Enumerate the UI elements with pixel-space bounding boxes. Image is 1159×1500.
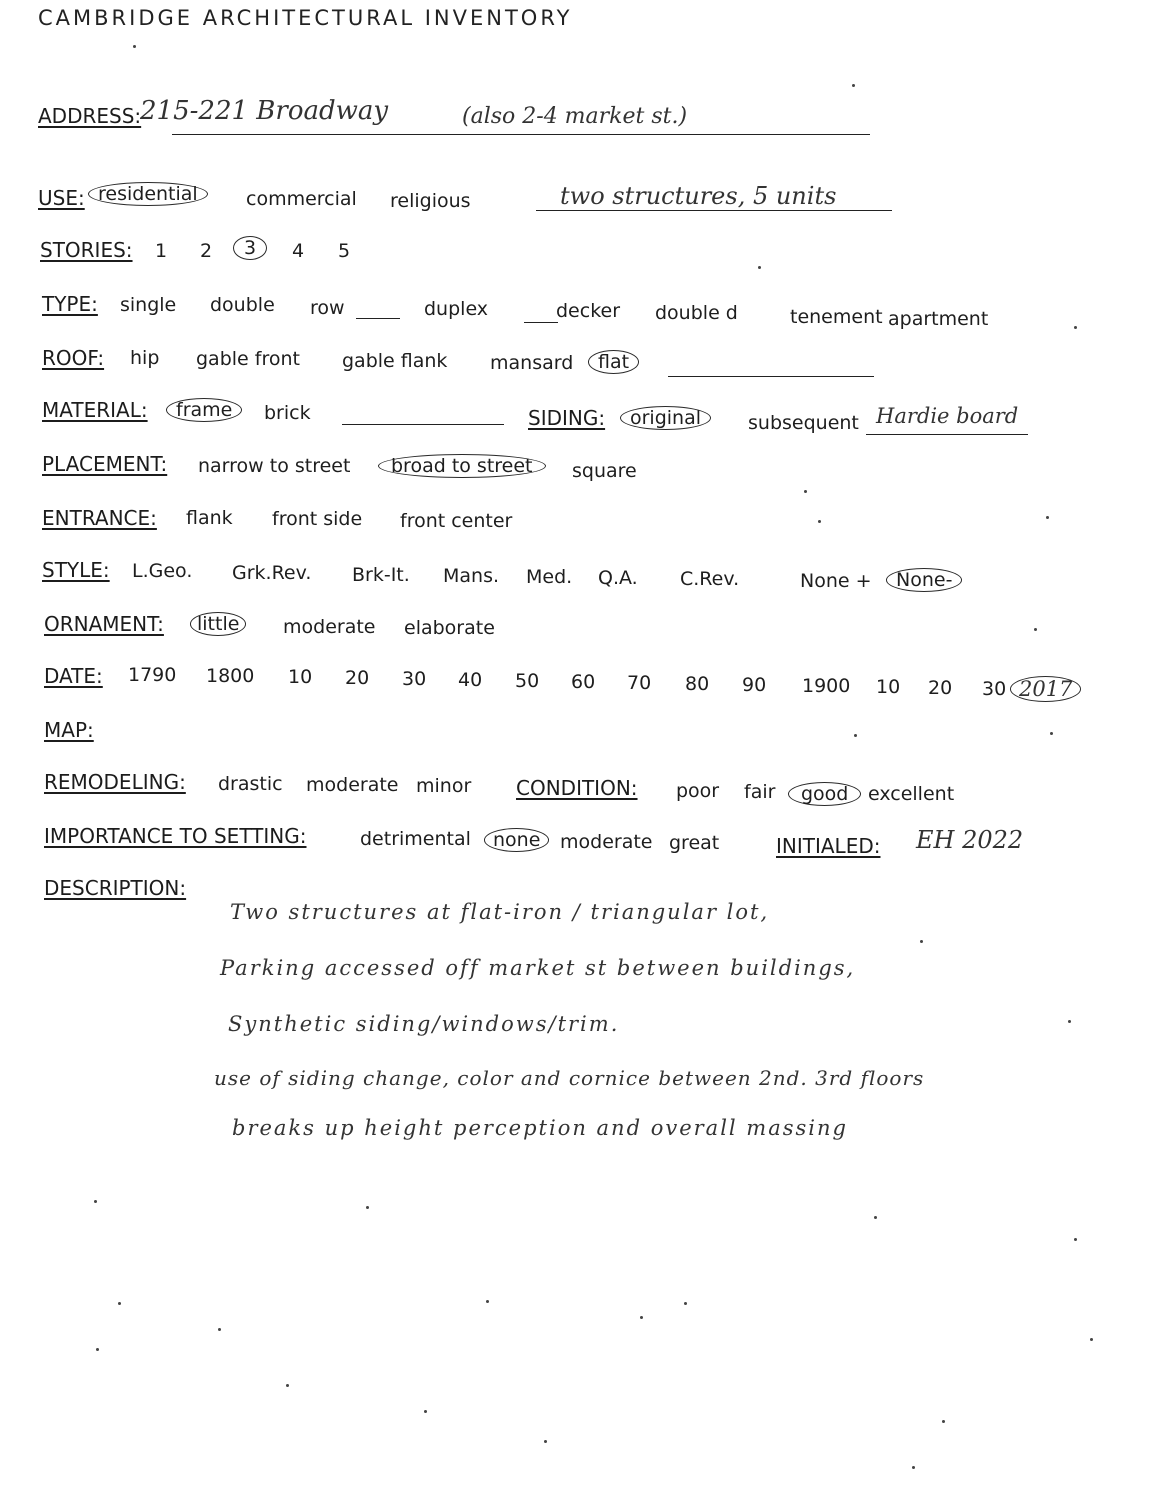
importance-option-great: great: [669, 832, 720, 854]
roof-option-flat: flat: [588, 350, 639, 374]
siding-underline: [866, 434, 1028, 435]
scan-speck: [544, 1440, 547, 1443]
scan-speck: [1068, 1020, 1071, 1023]
date-option-1900: 1900: [802, 675, 851, 697]
scan-speck: [874, 1216, 877, 1219]
style-option-brkit: Brk-It.: [352, 564, 410, 586]
placement-label: PLACEMENT:: [42, 452, 168, 476]
placement-option-narrow: narrow to street: [198, 455, 351, 477]
scan-speck: [912, 1466, 915, 1469]
type-option-duplex: duplex: [424, 298, 489, 320]
date-option-10: 10: [288, 666, 313, 688]
style-option-qa: Q.A.: [598, 567, 638, 589]
description-label: DESCRIPTION:: [44, 876, 187, 900]
date-label: DATE:: [44, 664, 103, 688]
date-option-1910: 10: [876, 676, 901, 698]
scan-speck: [1050, 732, 1053, 735]
entrance-option-flank: flank: [186, 507, 233, 529]
style-option-none-minus: None-: [886, 568, 962, 592]
importance-option-none: none: [484, 828, 549, 852]
type-label: TYPE:: [42, 292, 98, 316]
initialed-value: EH 2022: [916, 826, 1024, 854]
type-row-blank: [356, 318, 400, 319]
scan-speck: [1074, 326, 1077, 329]
ornament-option-little: little: [190, 612, 246, 636]
roof-option-gable-flank: gable flank: [342, 350, 448, 372]
stories-label: STORIES:: [40, 238, 133, 262]
remodeling-label: REMODELING:: [44, 770, 186, 794]
date-written: 2017: [1010, 676, 1081, 702]
use-underline: [536, 210, 892, 211]
ornament-option-moderate: moderate: [283, 616, 376, 638]
placement-option-square: square: [572, 460, 637, 482]
description-line-5: breaks up height perception and overall massing: [232, 1116, 848, 1140]
scan-speck: [118, 1302, 121, 1305]
type-option-apartment: apartment: [888, 308, 989, 330]
importance-label: IMPORTANCE TO SETTING:: [44, 824, 307, 848]
roof-option-mansard: mansard: [490, 352, 574, 374]
date-option-50: 50: [515, 670, 540, 692]
scan-speck: [94, 1200, 97, 1203]
scan-speck: [486, 1300, 489, 1303]
material-label: MATERIAL:: [42, 398, 148, 422]
entrance-option-front-side: front side: [272, 508, 363, 530]
use-option-religious: religious: [390, 190, 471, 212]
type-decker-blank: [524, 322, 558, 323]
style-option-crev: C.Rev.: [680, 568, 740, 590]
material-option-brick: brick: [264, 402, 311, 424]
type-option-double: double: [210, 294, 275, 316]
stories-option-4: 4: [292, 240, 305, 262]
scan-speck: [854, 734, 857, 737]
scan-speck: [920, 940, 923, 943]
address-label: ADDRESS:: [38, 104, 142, 128]
type-option-tenement: tenement: [790, 306, 883, 328]
use-note: two structures, 5 units: [560, 182, 837, 210]
roof-option-hip: hip: [130, 347, 160, 369]
siding-option-subsequent: subsequent: [748, 412, 859, 434]
date-option-40: 40: [458, 669, 483, 691]
scan-speck: [96, 1348, 99, 1351]
scan-speck: [942, 1420, 945, 1423]
placement-option-broad: broad to street: [378, 454, 546, 478]
type-option-double-d: double d: [655, 302, 738, 324]
stories-option-2: 2: [200, 240, 213, 262]
siding-label: SIDING:: [528, 406, 606, 430]
importance-option-detrimental: detrimental: [360, 828, 471, 850]
type-option-row: row: [310, 297, 345, 319]
style-label: STYLE:: [42, 558, 110, 582]
type-option-decker: decker: [556, 300, 621, 322]
roof-option-gable-front: gable front: [196, 348, 300, 370]
date-option-30: 30: [402, 668, 427, 690]
remodeling-option-minor: minor: [416, 775, 472, 797]
scan-speck: [1034, 628, 1037, 631]
scan-speck: [852, 84, 855, 87]
condition-option-fair: fair: [744, 781, 776, 803]
use-option-residential: residential: [88, 182, 208, 206]
description-line-4: use of siding change, color and cornice between 2nd. 3rd floors: [214, 1066, 925, 1090]
style-option-grkrev: Grk.Rev.: [232, 562, 312, 584]
material-option-frame: frame: [166, 398, 242, 422]
date-option-90: 90: [742, 674, 767, 696]
use-label: USE:: [38, 186, 85, 210]
style-option-none-plus: None +: [800, 570, 872, 592]
stories-option-1: 1: [155, 240, 168, 262]
siding-note: Hardie board: [876, 404, 1019, 428]
date-option-60: 60: [571, 671, 596, 693]
entrance-label: ENTRANCE:: [42, 506, 157, 530]
description-line-2: Parking accessed off market st between buildings,: [220, 956, 856, 980]
stories-option-3: 3: [233, 236, 267, 260]
scan-speck: [804, 490, 807, 493]
remodeling-option-moderate: moderate: [306, 774, 399, 796]
style-option-mans: Mans.: [443, 565, 500, 587]
date-option-80: 80: [685, 673, 710, 695]
condition-option-good: good: [788, 782, 861, 806]
map-label: MAP:: [44, 718, 94, 742]
scan-speck: [1046, 516, 1049, 519]
date-option-1800: 1800: [206, 665, 255, 687]
scan-speck: [640, 1316, 643, 1319]
date-option-70: 70: [627, 672, 652, 694]
roof-blank: [668, 376, 874, 377]
scan-speck: [758, 266, 761, 269]
scan-speck: [286, 1384, 289, 1387]
material-blank: [342, 424, 504, 425]
condition-option-excellent: excellent: [868, 783, 955, 805]
condition-option-poor: poor: [676, 780, 720, 802]
style-option-med: Med.: [526, 566, 573, 588]
style-option-lgeo: L.Geo.: [132, 560, 193, 582]
description-line-3: Synthetic siding/windows/trim.: [228, 1012, 620, 1036]
ornament-label: ORNAMENT:: [44, 612, 164, 636]
initialed-label: INITIALED:: [776, 834, 881, 858]
use-option-commercial: commercial: [246, 188, 357, 210]
scan-speck: [366, 1206, 369, 1209]
scan-speck: [133, 45, 136, 48]
date-option-1920: 20: [928, 677, 953, 699]
entrance-option-front-center: front center: [400, 510, 513, 532]
stories-option-5: 5: [338, 240, 351, 262]
importance-option-moderate: moderate: [560, 831, 653, 853]
address-value: 215-221 Broadway: [140, 96, 389, 126]
roof-label: ROOF:: [42, 346, 105, 370]
address-note: (also 2-4 market st.): [462, 104, 688, 129]
siding-option-original: original: [620, 406, 711, 430]
scan-speck: [684, 1302, 687, 1305]
form-title: CAMBRIDGE ARCHITECTURAL INVENTORY: [38, 6, 573, 30]
type-option-single: single: [120, 294, 177, 316]
scan-speck: [218, 1328, 221, 1331]
ornament-option-elaborate: elaborate: [404, 617, 495, 639]
date-option-1930: 30: [982, 678, 1007, 700]
address-underline: [172, 134, 870, 135]
scan-speck: [818, 520, 821, 523]
description-line-1: Two structures at flat-iron / triangular lot,: [230, 900, 770, 924]
remodeling-option-drastic: drastic: [218, 773, 283, 795]
scan-speck: [1074, 1238, 1077, 1241]
condition-label: CONDITION:: [516, 776, 638, 800]
scan-speck: [1090, 1338, 1093, 1341]
date-option-20: 20: [345, 667, 370, 689]
date-option-1790: 1790: [128, 664, 177, 686]
scan-speck: [424, 1410, 427, 1413]
